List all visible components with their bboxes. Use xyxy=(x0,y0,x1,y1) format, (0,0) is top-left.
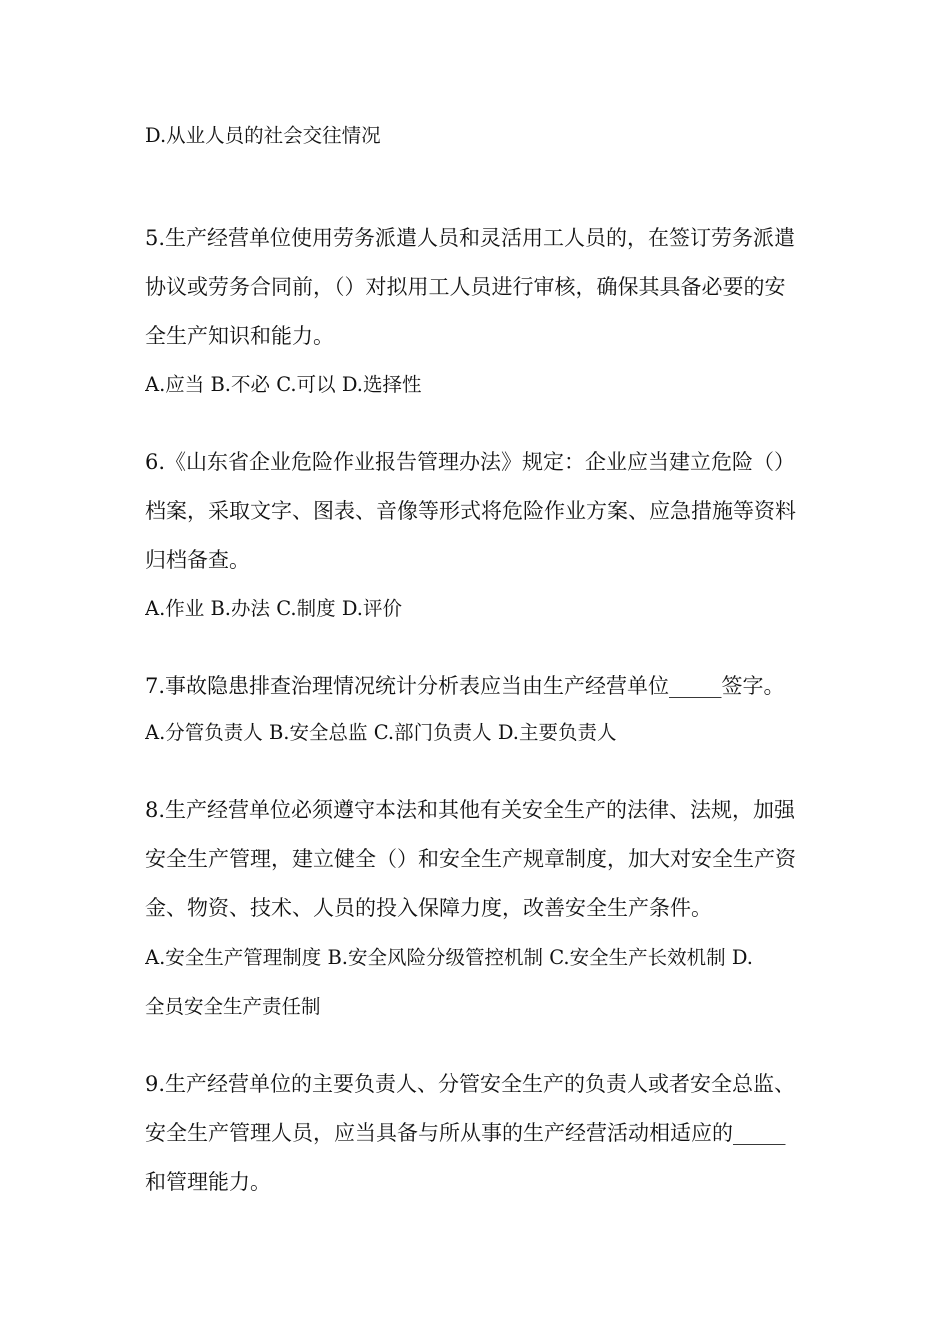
question-6-line-2: 档案，采取文字、图表、音像等形式将危险作业方案、应急措施等资料 xyxy=(145,499,796,523)
question-5-line-2: 协议或劳务合同前，（）对拟用工人员进行审核，确保其具备必要的安 xyxy=(145,275,786,299)
question-5-options: A.应当 B.不必 C.可以 D.选择性 xyxy=(145,373,422,396)
question-8-options-line-1: A.安全生产管理制度 B.安全风险分级管控机制 C.安全生产长效机制 D. xyxy=(145,946,753,969)
question-6-line-3: 归档备查。 xyxy=(145,548,250,572)
question-9-line-3: 和管理能力。 xyxy=(145,1170,271,1194)
question-7-options: A.分管负责人 B.安全总监 C.部门负责人 D.主要负责人 xyxy=(145,721,617,744)
question-9-line-2: 安全生产管理人员，应当具备与所从事的生产经营活动相适应的_____ xyxy=(145,1121,786,1145)
question-6-options: A.作业 B.办法 C.制度 D.评价 xyxy=(145,597,402,620)
question-5-line-1: 5.生产经营单位使用劳务派遣人员和灵活用工人员的，在签订劳务派遣 xyxy=(145,226,796,250)
option-line: D.从业人员的社会交往情况 xyxy=(145,124,381,147)
question-6-line-1: 6.《山东省企业危险作业报告管理办法》规定：企业应当建立危险（） xyxy=(145,450,796,474)
question-9-line-1: 9.生产经营单位的主要负责人、分管安全生产的负责人或者安全总监、 xyxy=(145,1072,796,1096)
question-7-line-1: 7.事故隐患排查治理情况统计分析表应当由生产经营单位_____签字。 xyxy=(145,674,785,698)
question-5-line-3: 全生产知识和能力。 xyxy=(145,324,334,348)
question-8-line-2: 安全生产管理，建立健全（）和安全生产规章制度，加大对安全生产资 xyxy=(145,847,796,871)
question-8-options-line-2: 全员安全生产责任制 xyxy=(145,995,321,1018)
question-8-line-3: 金、物资、技术、人员的投入保障力度，改善安全生产条件。 xyxy=(145,896,712,920)
question-8-line-1: 8.生产经营单位必须遵守本法和其他有关安全生产的法律、法规，加强 xyxy=(145,798,796,822)
